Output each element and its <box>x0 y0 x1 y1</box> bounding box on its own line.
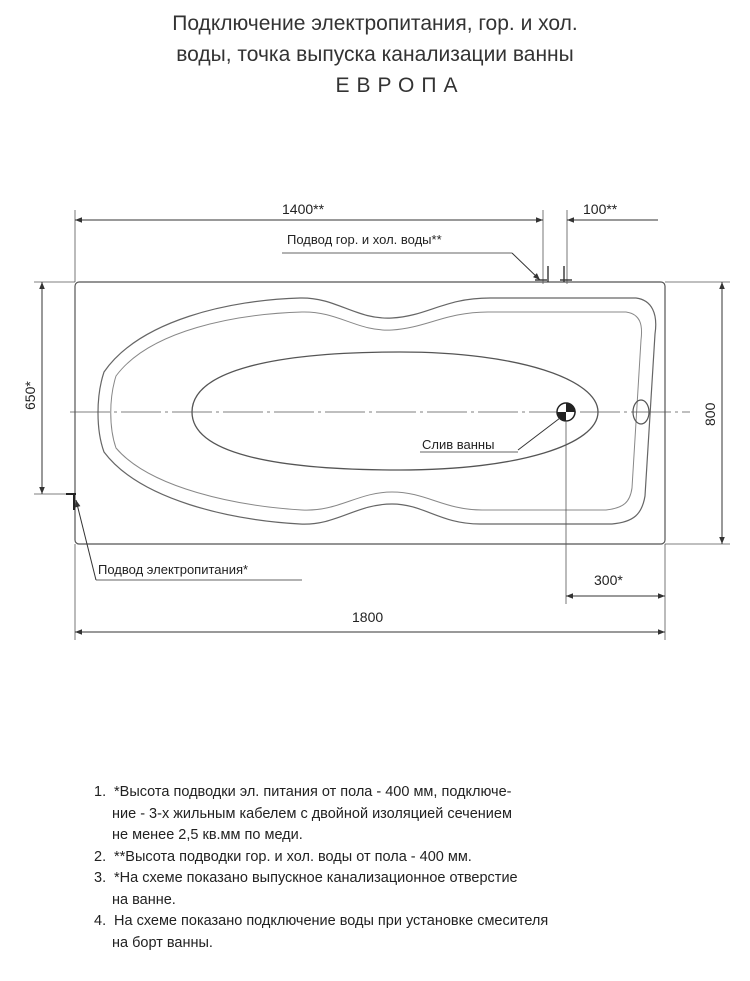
bathtub-outline <box>75 282 665 544</box>
note-1: 1. *Высота подводки эл. питания от пола - 400 мм, подключе- ние - 3-х жильным кабелем с двойной изоляцией сечением не менее 2,5 кв.мм по меди. <box>94 784 512 843</box>
bathtub-floor <box>192 352 598 470</box>
title-line-3: ЕВРОПА <box>335 74 465 97</box>
title-line-1: Подключение электропитания, гор. и хол. <box>172 12 578 35</box>
dim-drain-offset: 300* <box>594 572 623 588</box>
title-line-2: воды, точка выпуска канализации ванны <box>176 43 574 66</box>
drain-leader <box>518 418 560 450</box>
dim-water-pos: 1400** <box>282 201 325 217</box>
dim-water-offset: 100** <box>583 201 618 217</box>
power-supply-label: Подвод электропитания* <box>98 562 249 577</box>
notes-list <box>94 782 694 954</box>
dim-length: 1800 <box>352 609 384 625</box>
water-supply-label: Подвод гор. и хол. воды** <box>287 232 442 247</box>
note-3: 3. *На схеме показано выпускное канализационное отверстие на ванне. <box>94 870 518 908</box>
note-2: 2. **Высота подводки гор. и хол. воды от пола - 400 мм. <box>94 848 472 865</box>
dim-power-height: 650* <box>22 381 38 410</box>
drain-label: Слив ванны <box>422 437 495 452</box>
dim-height: 800 <box>702 402 718 426</box>
note-4: 4. На схеме показано подключение воды при установке смесителя на борт ванны. <box>94 913 549 951</box>
